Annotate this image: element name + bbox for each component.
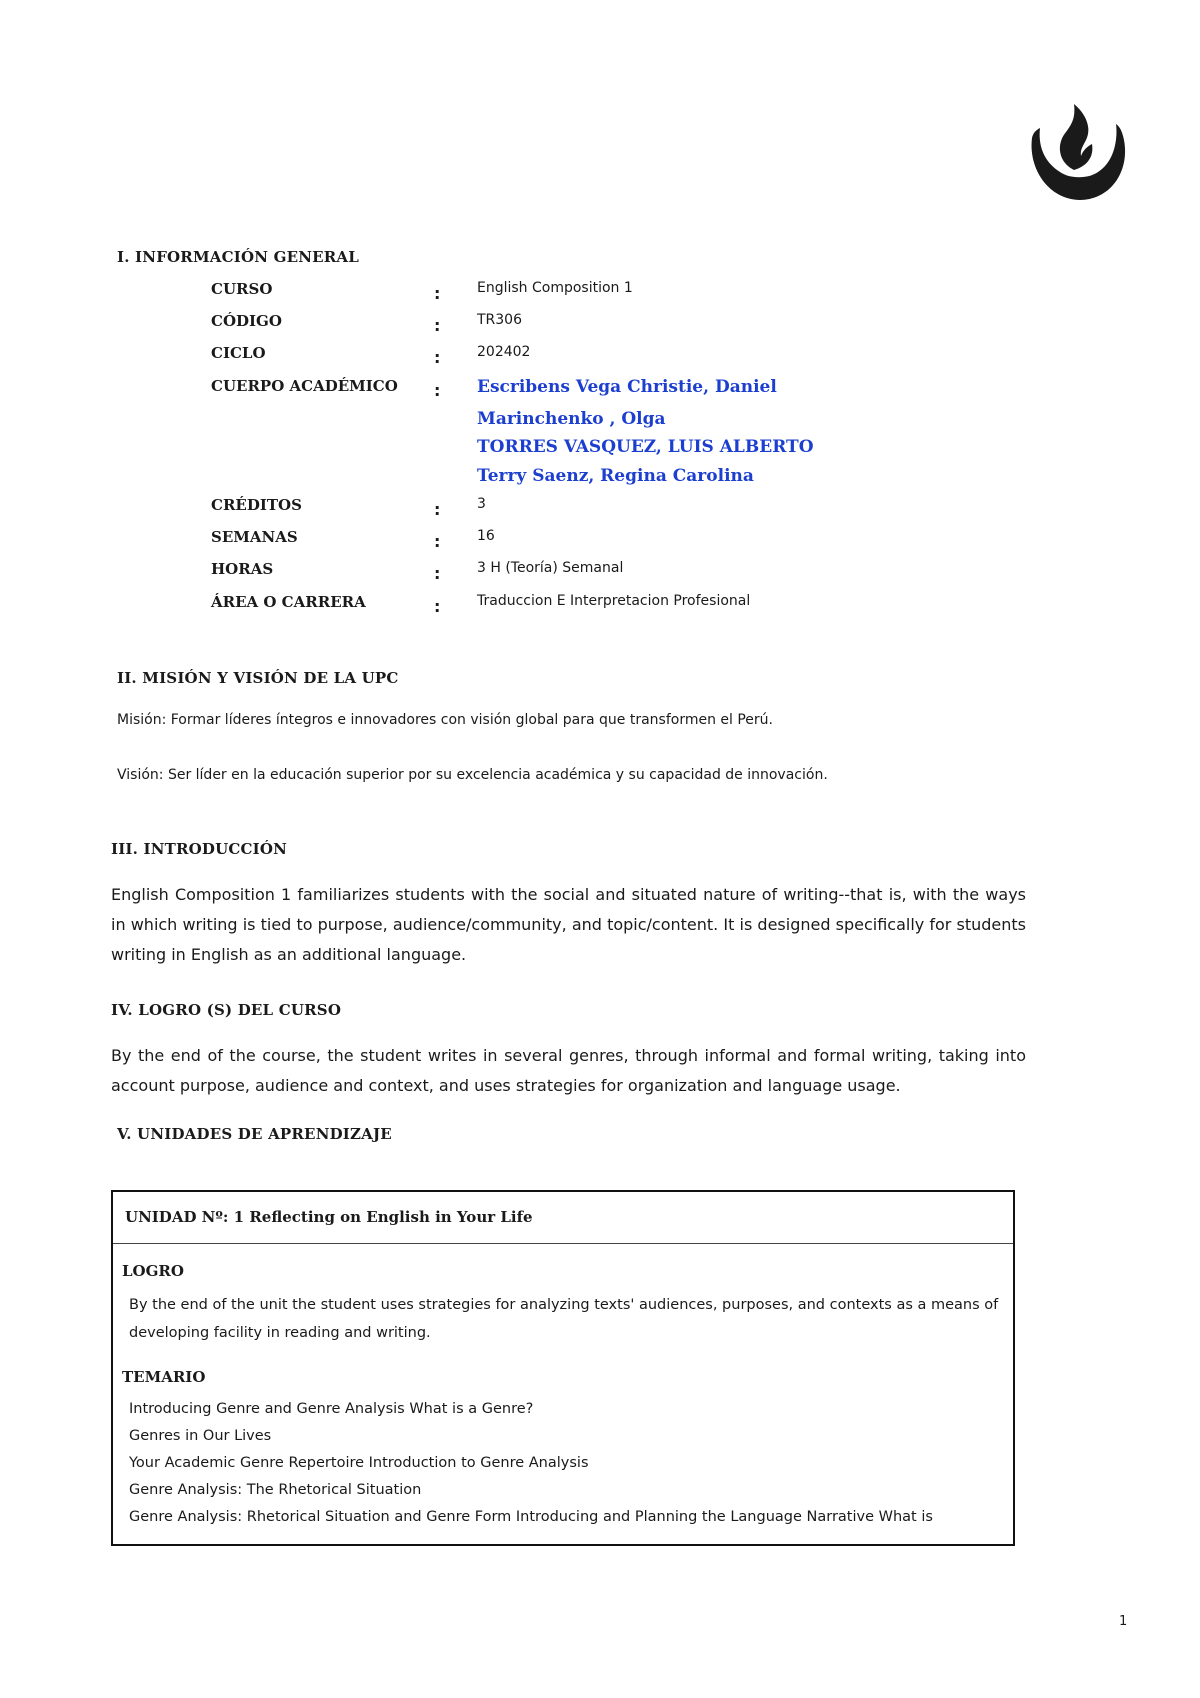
info-colon: :: [434, 348, 441, 367]
unit-temario-heading: TEMARIO: [122, 1368, 206, 1386]
info-value: English Composition 1: [477, 280, 633, 296]
upc-flame-logo-icon: [1026, 100, 1130, 204]
temario-item: Genre Analysis: The Rhetorical Situation: [129, 1482, 422, 1498]
info-colon: :: [434, 381, 441, 400]
introduccion-text: English Composition 1 familiarizes students with the social and situated nature of writing--that is, with the ways in which writing is tied to purpose, audience/community, and topic/content. It is designed specifically for students writing in English as an additional language.: [111, 885, 1026, 964]
info-label: ÁREA O CARRERA: [211, 593, 366, 611]
temario-item: Genre Analysis: Rhetorical Situation and Genre Form Introducing and Planning the Language Narrative What is: [129, 1509, 933, 1525]
info-label: CRÉDITOS: [211, 496, 302, 514]
faculty-member: Terry Saenz, Regina Carolina: [477, 466, 754, 486]
page-number: 1: [1119, 1614, 1128, 1629]
info-value: TR306: [477, 312, 523, 328]
info-colon: :: [434, 284, 441, 303]
section-heading-informacion-general: I. INFORMACIÓN GENERAL: [117, 248, 360, 266]
info-value: Traduccion E Interpretacion Profesional: [477, 593, 751, 609]
info-value: 3: [477, 496, 486, 512]
unit-title-row: [113, 1192, 1013, 1244]
temario-item: Genres in Our Lives: [129, 1428, 272, 1444]
info-colon: :: [434, 316, 441, 335]
section-heading-introduccion: III. INTRODUCCIÓN: [111, 840, 288, 858]
info-label: CUERPO ACADÉMICO: [211, 377, 398, 395]
section-heading-logro-curso: IV. LOGRO (S) DEL CURSO: [111, 1001, 342, 1019]
unit-title: UNIDAD Nº: 1 Reflecting on English in Your Life: [125, 1208, 533, 1226]
unit-temario-list: [129, 1396, 1009, 1531]
info-label: CICLO: [211, 344, 266, 362]
faculty-member: Marinchenko , Olga: [477, 409, 666, 429]
info-label: CURSO: [211, 280, 273, 298]
info-label: SEMANAS: [211, 528, 298, 546]
vision-text: Visión: Ser líder en la educación superior por su excelencia académica y su capacidad de innovación.: [117, 767, 828, 783]
section-heading-mision-vision: II. MISIÓN Y VISIÓN DE LA UPC: [117, 669, 399, 687]
temario-item: Introducing Genre and Genre Analysis What is a Genre?: [129, 1401, 534, 1417]
unit-box: [111, 1190, 1015, 1546]
info-label: CÓDIGO: [211, 312, 282, 330]
unit-logro-text: By the end of the unit the student uses strategies for analyzing texts' audiences, purposes, and contexts as a means of developing facility in reading and writing.: [129, 1297, 999, 1341]
info-colon: :: [434, 564, 441, 583]
faculty-member: Escribens Vega Christie, Daniel: [477, 377, 777, 397]
info-colon: :: [434, 500, 441, 519]
temario-item: Your Academic Genre Repertoire Introduction to Genre Analysis: [129, 1455, 589, 1471]
faculty-member: TORRES VASQUEZ, LUIS ALBERTO: [477, 437, 814, 457]
mision-text: Misión: Formar líderes íntegros e innovadores con visión global para que transformen el Perú.: [117, 712, 774, 728]
info-value: 16: [477, 528, 495, 544]
unit-logro-heading: LOGRO: [122, 1262, 184, 1280]
logro-curso-text: By the end of the course, the student writes in several genres, through informal and formal writing, taking into account purpose, audience and context, and uses strategies for organization and language usage.: [111, 1046, 1026, 1095]
info-value: 202402: [477, 344, 531, 360]
info-colon: :: [434, 597, 441, 616]
section-heading-unidades: V. UNIDADES DE APRENDIZAJE: [117, 1125, 392, 1143]
info-colon: :: [434, 532, 441, 551]
info-label: HORAS: [211, 560, 274, 578]
info-value: 3 H (Teoría) Semanal: [477, 560, 624, 576]
